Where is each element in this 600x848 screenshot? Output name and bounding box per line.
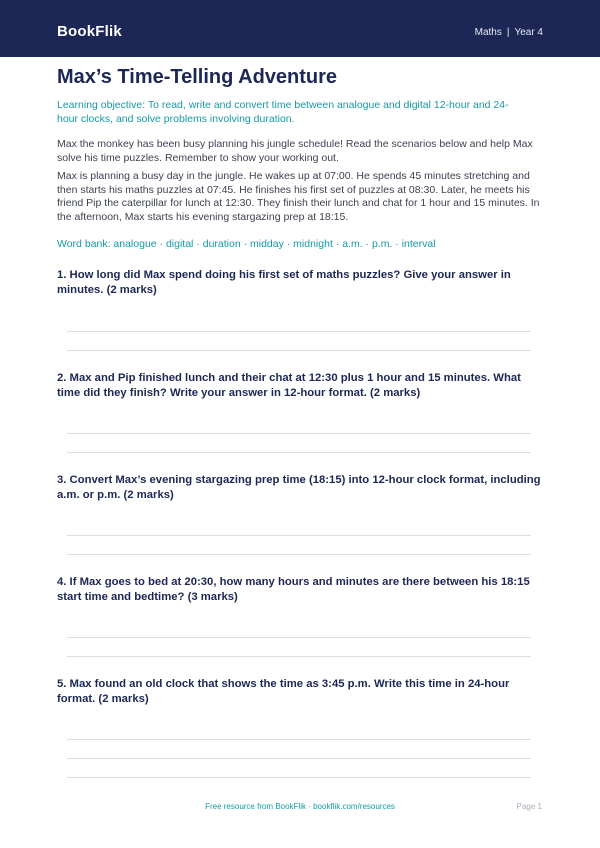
year-label: Year 4: [514, 27, 543, 38]
answer-line[interactable]: [67, 777, 531, 778]
question-4: 4. If Max goes to bed at 20:30, how many hours and minutes are there between his 18:15 start time and bedtime? (3 marks): [57, 576, 530, 603]
answer-line[interactable]: [67, 350, 531, 351]
answer-line[interactable]: [67, 637, 531, 638]
header-separator: |: [506, 27, 510, 38]
subject-year-label: [475, 26, 543, 40]
question-2: 2. Max and Pip finished lunch and their chat at 12:30 plus 1 hour and 15 minutes. What time did they finish? Write your answer in 12-hour format. (2 marks): [57, 372, 521, 399]
question-3: 3. Convert Max’s evening stargazing prep time (18:15) into 12-hour clock format, including a.m. or p.m. (2 marks): [57, 474, 541, 501]
answer-line[interactable]: [67, 452, 531, 453]
answer-line[interactable]: [67, 739, 531, 740]
answer-line[interactable]: [67, 331, 531, 332]
footer-text[interactable]: Free resource from BookFlik · bookflik.com/resources: [205, 802, 395, 811]
question-1: 1. How long did Max spend doing his first set of maths puzzles? Give your answer in minutes. (2 marks): [57, 269, 511, 296]
answer-line[interactable]: [67, 758, 531, 759]
learning-objective: Learning objective: To read, write and convert time between analogue and digital 12-hour and 24-hour clocks, and solve problems involving duration.: [57, 99, 509, 125]
scenario-paragraph: Max is planning a busy day in the jungle. He wakes up at 07:00. He spends 45 minutes stretching and then starts his maths puzzles at 07:45. He finishes his first set of puzzles at 08:30. Later, he meets his friend Pip the caterpillar for lunch at 12:30. They finish their lunch and chat for 1 hour and 15 minutes. In the afternoon, Max starts his evening stargazing prep at 18:15.: [57, 170, 540, 223]
answer-line[interactable]: [67, 656, 531, 657]
page-number: Page 1: [516, 802, 542, 811]
answer-line[interactable]: [67, 554, 531, 555]
subject-label: Maths: [474, 27, 502, 38]
answer-line[interactable]: [67, 535, 531, 536]
page-title: Max’s Time-Telling Adventure: [57, 66, 338, 88]
intro-paragraph: Max the monkey has been busy planning his jungle schedule! Read the scenarios below and help Max solve his time puzzles. Remember to show your working out.: [57, 138, 533, 164]
question-5: 5. Max found an old clock that shows the time as 3:45 p.m. Write this time in 24-hour format. (2 marks): [57, 678, 510, 705]
answer-line[interactable]: [67, 433, 531, 434]
word-bank: Word bank: analogue · digital · duration · midday · midnight · a.m. · p.m. · interval: [57, 238, 436, 250]
brand-logo[interactable]: BookFlik: [57, 23, 122, 40]
header-bar: [0, 0, 600, 57]
